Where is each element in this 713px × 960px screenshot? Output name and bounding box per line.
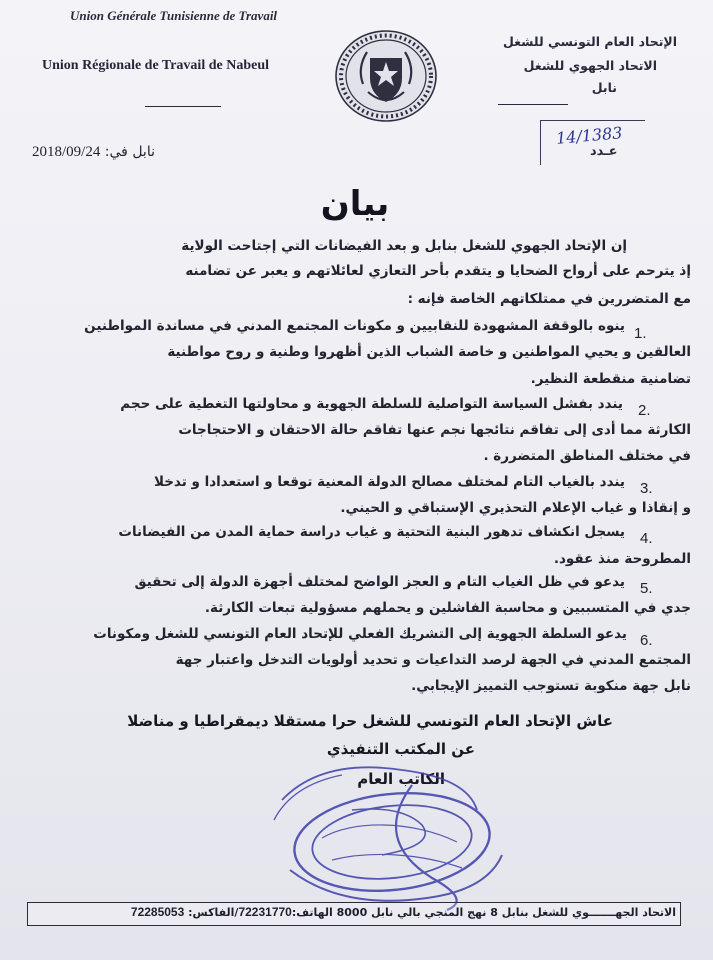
footer-org: الاتحاد الجهـــــــوي للشغل بنابل [501,906,676,919]
item-line: يندد بفشل السياسة التواصلية للسلطة الجهوية و محاولتها التغطية على حجم [120,396,623,412]
item-number: 6. [640,632,653,649]
item-number: 5. [640,580,653,597]
item-line: العالقين و يحيي المواطنين و خاصة الشباب الذين أظهروا وطنية و روح مواطنية [167,344,691,360]
item-line: في مختلف المناطق المتضررة . [483,448,691,464]
item-line: يدعو في ظل الغياب التام و العجز الواضح لمختلف أجهزة الدولة إلى تحقيق [134,574,625,590]
date-label: نابل في: [104,144,155,160]
footer-phone: 72231770 [238,905,292,919]
item-number: 2. [638,402,651,419]
header-ar-regional: الاتحاد الجهوي للشغل [523,58,657,73]
document-date [32,144,155,161]
item-line: و إنقاذا و غياب الإعلام التحذيري الإستباقي و الحيني. [340,500,691,516]
item-line: المطروحة منذ عقود. [553,551,691,567]
item-line: يسجل انكشاف تدهور البنية التحتية و غياب دراسة حماية المدن من الفيضانات [118,524,625,540]
header-fr-union: Union Générale Tunisienne de Travail [70,8,278,23]
item-line: يدعو السلطة الجهوية إلى التشريك الفعلي للإتحاد العام التونسي للشغل ومكونات [93,626,627,642]
header-ar-union: الإتحاد العام التونسي للشغل [502,34,677,49]
signatory-title: الكاتب العام [357,770,445,788]
reference-label: عـدد [590,144,618,159]
reference-number: 14/1383 [555,123,624,148]
footer-fax: 72285053 [130,905,185,919]
document-title: بيان [320,184,390,224]
item-line: ينوه بالوقفة المشهودة للنقابيين و مكونات المجتمع المدني في مساندة المواطنين [84,318,625,334]
footer-phone-label: الهاتف: [291,906,333,919]
item-line: الكارثة مما أدى إلى تفاقم نتائجها نجم عنها تفاقم حالة الاحتقان و الاحتجاجات [178,422,691,438]
item-line: المجتمع المدني في الجهة لرصد التداعيات و تحديد أولويات التدخل واعتبار جهة [175,652,691,668]
signatory-office: عن المكتب التنفيذي [326,740,475,758]
item-line: جدي في المتسببين و محاسبة الفاشلين و يحملهم مسؤولية تبعات الكارثة. [204,600,691,616]
item-line: تضامنية منقطعة النظير. [530,371,691,387]
intro-line: إذ يترحم على أرواح الضحايا و يتقدم بأحر التعازي لعائلاتهم و يعبر عن تضامنه [185,263,691,279]
footer-fax-label: الفاكس: [188,906,235,919]
date-value: 2018/09/24 [32,144,101,160]
item-number: 3. [640,480,653,497]
intro-line: إن الإتحاد الجهوي للشغل بنابل و بعد الفيضانات التي إجتاحت الولاية [181,238,627,254]
header-divider-right [498,104,568,105]
footer-address: 8 نهج المنجي بالي نابل 8000 [336,906,498,919]
item-line: نابل جهة منكوبة تستوجب التمييز الإيجابي. [411,678,691,694]
footer-contact-line: الاتحاد الجهـــــــوي للشغل بنابل 8 نهج المنجي بالي نابل 8000 الهاتف:72231770/الفاكس: 72285053 [130,905,676,919]
header-fr-regional: Union Régionale de Travail de Nabeul [42,58,270,73]
item-number: 1. [634,325,647,342]
item-number: 4. [640,530,653,547]
header-divider-left [145,106,221,107]
header-ar-city: نابل [591,80,617,95]
union-emblem-logo [333,28,439,124]
closing-slogan: عاش الإتحاد العام التونسي للشغل حرا مستقلا ديمقراطيا و مناضلا [127,712,613,730]
official-stamp-signature [262,750,520,920]
item-line: يندد بالغياب التام لمختلف مصالح الدولة المعنية توقعا و استعدادا و تدخلا [153,474,625,490]
intro-line: مع المتضررين في ممتلكاتهم الخاصة فإنه : [407,291,691,307]
